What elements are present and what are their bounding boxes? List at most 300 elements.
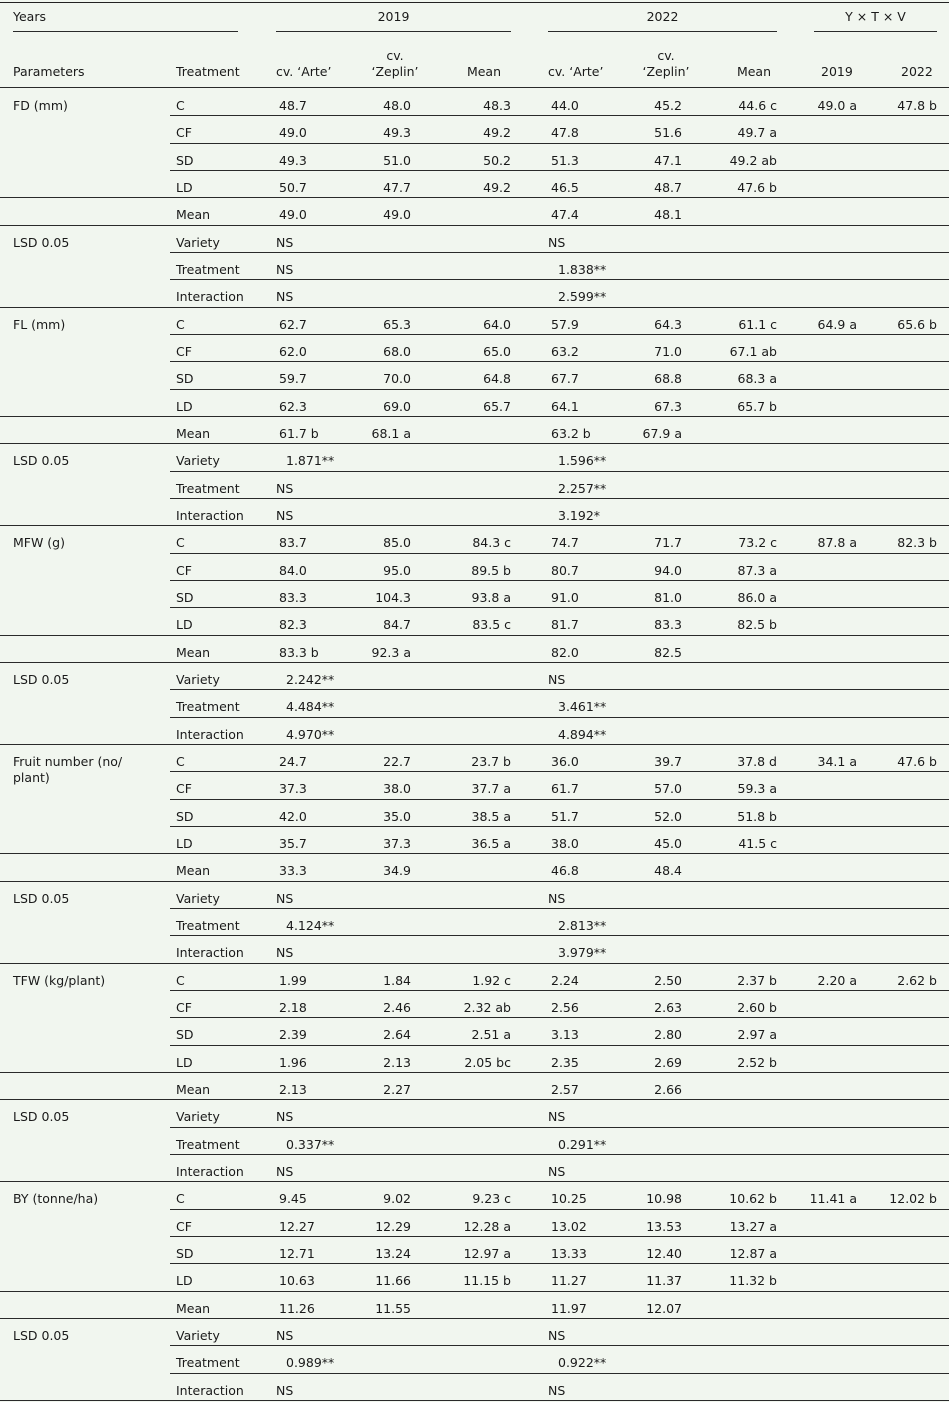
lsd-label: LSD 0.05 [13,1109,70,1125]
cell-a22: 57.9 [551,316,579,332]
row-rule [170,908,949,909]
row-rule [170,771,949,772]
cell-a22: 51.3 [551,152,579,168]
cell-m19: 93.8 a [471,589,511,605]
header-ytv-2022: 2022 [901,64,933,79]
mean-a22: 47.4 [551,207,579,223]
cell-a22: 2.56 [551,999,579,1015]
cell-a22: 64.1 [551,398,579,414]
cell-z19: 35.0 [383,808,411,824]
cell-a19: 83.3 [279,589,307,605]
cell-z19: 12.29 [375,1218,411,1234]
cell-m19: 64.8 [483,371,511,387]
lsd-interaction-label: Interaction [176,289,244,305]
group-rule [0,307,949,308]
cell-z22: 51.6 [654,125,682,141]
cell-z22: 47.1 [654,152,682,168]
cell-a22: 74.7 [551,535,579,551]
cell-m22: 2.52 b [737,1054,777,1070]
cell-ytv-2022: 65.6 b [897,316,937,332]
row-rule [170,334,949,335]
treatment-label: CF [176,1218,192,1234]
cell-a22: 2.24 [551,972,579,988]
parameter-label: MFW (g) [13,535,65,551]
cell-z19: 84.7 [383,617,411,633]
cell-z19: 49.3 [383,125,411,141]
cell-a22: 91.0 [551,589,579,605]
cell-a22: 81.7 [551,617,579,633]
cell-a19: 82.3 [279,617,307,633]
cell-m22: 2.97 a [737,1027,777,1043]
lsd-interaction-label: Interaction [176,945,244,961]
mean-z19: 49.0 [383,207,411,223]
row-rule [170,1345,949,1346]
row-rule [170,115,949,116]
cell-m19: 64.0 [483,316,511,332]
lsd-treatment-label: Treatment [176,699,240,715]
lsd-interaction-label: Interaction [176,1163,244,1179]
cell-z22: 11.37 [646,1273,682,1289]
cell-a22: 3.13 [551,1027,579,1043]
treatment-label: LD [176,398,193,414]
parameter-label: TFW (kg/plant) [13,972,106,988]
lsd-treatment-label: Treatment [176,261,240,277]
group-rule [0,1181,949,1182]
cell-m22: 37.8 d [737,753,777,769]
row-rule [170,1045,949,1046]
cell-m19: 12.97 a [463,1245,511,1261]
cell-m19: 9.23 c [472,1191,511,1207]
header-zeplin-2022-line2: ‘Zeplin’ [642,64,690,79]
cell-a22: 51.7 [551,808,579,824]
row-rule [170,389,949,390]
mean-a22: 2.57 [551,1081,579,1097]
mean-label: Mean [176,425,211,441]
cell-z19: 85.0 [383,535,411,551]
mean-a19: 33.3 [279,863,307,879]
lsd-interaction-2022: NS [548,1382,566,1398]
treatment-label: CF [176,781,192,797]
group-rule [0,225,949,226]
cell-a19: 1.96 [279,1054,307,1070]
cell-a19: 12.71 [279,1245,315,1261]
lsd-label: LSD 0.05 [13,890,70,906]
lsd-interaction-2022: NS [548,1163,566,1179]
lsd-treatment-2022: 2.257** [558,480,607,496]
treatment-label: LD [176,1054,193,1070]
cell-a19: 62.7 [279,316,307,332]
header-ytv-rule [814,31,937,32]
group-rule [0,197,949,198]
cell-m19: 84.3 c [472,535,511,551]
cell-m19: 65.0 [483,343,511,359]
mean-z19: 68.1 a [371,425,411,441]
cell-z19: 68.0 [383,343,411,359]
cell-z22: 81.0 [654,589,682,605]
cell-z22: 52.0 [654,808,682,824]
cell-a22: 80.7 [551,562,579,578]
cell-a19: 62.3 [279,398,307,414]
lsd-variety-label: Variety [176,890,220,906]
group-rule [0,963,949,964]
lsd-treatment-2022: 2.813** [558,917,607,933]
cell-a19: 42.0 [279,808,307,824]
mean-a19: 2.13 [279,1081,307,1097]
cell-z19: 70.0 [383,371,411,387]
cell-a19: 84.0 [279,562,307,578]
cell-z22: 2.63 [654,999,682,1015]
treatment-label: C [176,753,185,769]
cell-m19: 89.5 b [471,562,511,578]
lsd-treatment-2019: 4.484** [286,699,335,715]
lsd-interaction-2019: 4.970** [286,726,335,742]
mean-label: Mean [176,207,211,223]
mean-a22: 11.97 [551,1300,587,1316]
lsd-label: LSD 0.05 [13,671,70,687]
cell-m22: 51.8 b [737,808,777,824]
cell-z19: 37.3 [383,835,411,851]
cell-z22: 45.2 [654,98,682,113]
group-rule [0,416,949,417]
cell-m19: 2.32 ab [463,999,511,1015]
group-rule [0,1318,949,1319]
lsd-variety-2022: NS [548,890,566,906]
cell-z19: 2.13 [383,1054,411,1070]
cell-m22: 2.37 b [737,972,777,988]
treatment-label: CF [176,125,192,141]
row-rule [170,1263,949,1264]
mean-a19: 49.0 [279,207,307,223]
treatment-label: SD [176,152,194,168]
cell-a19: 12.27 [279,1218,315,1234]
lsd-treatment-label: Treatment [176,917,240,933]
treatment-label: CF [176,999,192,1015]
header-year-2022: 2022 [646,9,679,24]
cell-m19: 50.2 [483,152,511,168]
cell-m19: 1.92 c [472,972,511,988]
cell-z22: 2.69 [654,1054,682,1070]
cell-z22: 57.0 [654,781,682,797]
group-rule [0,525,949,526]
cell-z19: 69.0 [383,398,411,414]
row-rule [170,1017,949,1018]
lsd-treatment-2022: 3.461** [558,699,607,715]
cell-ytv-2022: 47.8 b [897,98,937,113]
group-rule [0,853,949,854]
cell-a22: 10.25 [551,1191,587,1207]
mean-a19: 11.26 [279,1300,315,1316]
row-rule [170,689,949,690]
mean-z22: 12.07 [646,1300,682,1316]
treatment-label: SD [176,808,194,824]
cell-m19: 48.3 [483,98,511,113]
header-years-rule [13,31,238,32]
group-rule [0,443,949,444]
row-rule [170,498,949,499]
cell-z19: 2.64 [383,1027,411,1043]
treatment-label: LD [176,835,193,851]
parameter-label: BY (tonne/ha) [13,1191,99,1207]
cell-m19: 49.2 [483,125,511,141]
lsd-interaction-label: Interaction [176,507,244,523]
cell-a19: 35.7 [279,835,307,851]
lsd-variety-label: Variety [176,1327,220,1343]
header-ytv-2019: 2019 [821,64,853,79]
lsd-treatment-label: Treatment [176,480,240,496]
cell-z19: 51.0 [383,152,411,168]
cell-z22: 12.40 [646,1245,682,1261]
lsd-interaction-2019: NS [276,945,294,961]
cell-a19: 1.99 [279,972,307,988]
lsd-treatment-2019: 0.989** [286,1355,335,1371]
mean-z19: 34.9 [383,863,411,879]
cell-m19: 38.5 a [471,808,511,824]
cell-m19: 23.7 b [471,753,511,769]
cell-m22: 65.7 b [737,398,777,414]
row-rule [170,826,949,827]
cell-a19: 24.7 [279,753,307,769]
lsd-interaction-2019: NS [276,1382,294,1398]
mean-a22: 46.8 [551,863,579,879]
lsd-label: LSD 0.05 [13,234,70,250]
lsd-interaction-2019: NS [276,289,294,305]
header-bottom-rule [0,87,949,88]
lsd-interaction-2022: 3.192* [558,507,601,523]
lsd-variety-2019: NS [276,1109,294,1125]
lsd-variety-label: Variety [176,671,220,687]
cell-m22: 73.2 c [738,535,777,551]
lsd-variety-2019: 2.242** [286,671,335,687]
treatment-label: C [176,972,185,988]
header-mean-2022: Mean [736,64,771,79]
cell-z19: 13.24 [375,1245,411,1261]
row-rule [170,1127,949,1128]
header-parameters: Parameters [13,64,85,79]
cell-a22: 61.7 [551,781,579,797]
cell-z19: 65.3 [383,316,411,332]
cell-z22: 67.3 [654,398,682,414]
cell-ytv-2019: 2.20 a [817,972,857,988]
cell-z19: 47.7 [383,179,411,195]
row-rule [170,1209,949,1210]
cell-a22: 38.0 [551,835,579,851]
row-rule [170,143,949,144]
cell-z22: 71.7 [654,535,682,551]
cell-ytv-2019: 64.9 a [817,316,857,332]
cell-m22: 82.5 b [737,617,777,633]
cell-a19: 2.18 [279,999,307,1015]
cell-ytv-2022: 12.02 b [889,1191,937,1207]
cell-z19: 22.7 [383,753,411,769]
cell-z22: 83.3 [654,617,682,633]
header-mean-2019: Mean [466,64,501,79]
treatment-label: C [176,316,185,332]
header-ytv: Y × T × V [845,9,906,24]
row-rule [170,1236,949,1237]
lsd-treatment-2022: 0.922** [558,1355,607,1371]
row-rule [170,607,949,608]
treatment-label: SD [176,589,194,605]
table-bottom-rule [0,1400,949,1401]
lsd-interaction-label: Interaction [176,726,244,742]
cell-a19: 59.7 [279,371,307,387]
mean-z22: 2.66 [654,1081,682,1097]
lsd-interaction-2022: 3.979** [558,945,607,961]
cell-z22: 13.53 [646,1218,682,1234]
treatment-label: SD [176,1245,194,1261]
cell-m22: 86.0 a [737,589,777,605]
cell-a22: 63.2 [551,343,579,359]
header-treatment: Treatment [176,64,240,79]
header-2022-rule [548,31,777,32]
header-zeplin-2019-line1: cv. [386,48,404,63]
cell-ytv-2022: 2.62 b [897,972,937,988]
cell-a22: 13.33 [551,1245,587,1261]
cell-z19: 9.02 [383,1191,411,1207]
cell-z22: 2.50 [654,972,682,988]
cell-m22: 87.3 a [737,562,777,578]
mean-z22: 48.1 [654,207,682,223]
cell-ytv-2022: 47.6 b [897,753,937,769]
cell-m22: 49.2 ab [729,152,777,168]
treatment-label: C [176,1191,185,1207]
lsd-interaction-2022: 4.894** [558,726,607,742]
lsd-interaction-label: Interaction [176,1382,244,1398]
lsd-variety-2022: 1.596** [558,453,607,469]
mean-z22: 82.5 [654,644,682,660]
cell-z19: 48.0 [383,98,411,113]
group-rule [0,1072,949,1073]
cell-ytv-2019: 11.41 a [809,1191,857,1207]
row-rule [170,935,949,936]
treatment-label: C [176,535,185,551]
cell-z19: 2.46 [383,999,411,1015]
row-rule [170,553,949,554]
group-rule [0,1099,949,1100]
row-rule [170,471,949,472]
cell-z22: 64.3 [654,316,682,332]
header-years: Years [13,9,46,24]
mean-a22: 63.2 b [551,425,591,441]
parameter-label: Fruit number (no/ plant) [13,753,123,785]
parameter-label: FL (mm) [13,316,66,332]
cell-m22: 10.62 b [729,1191,777,1207]
cell-ytv-2019: 49.0 a [817,98,857,113]
cell-a19: 62.0 [279,343,307,359]
lsd-treatment-2019: NS [276,480,294,496]
table-top-rule [0,2,949,3]
cell-z19: 38.0 [383,781,411,797]
treatment-label: LD [176,617,193,633]
mean-z19: 92.3 a [371,644,411,660]
row-rule [170,717,949,718]
group-rule [0,881,949,882]
treatment-label: SD [176,1027,194,1043]
lsd-treatment-2019: 0.337** [286,1136,335,1152]
cell-z22: 10.98 [646,1191,682,1207]
cell-m22: 68.3 a [737,371,777,387]
group-rule [0,1291,949,1292]
header-year-2019: 2019 [377,9,410,24]
lsd-interaction-2019: NS [276,507,294,523]
mean-z19: 2.27 [383,1081,411,1097]
cell-a22: 46.5 [551,179,579,195]
lsd-treatment-label: Treatment [176,1355,240,1371]
lsd-variety-2019: NS [276,890,294,906]
parameter-label: FD (mm) [13,98,68,113]
cell-a22: 44.0 [551,98,579,113]
lsd-treatment-2019: 4.124** [286,917,335,933]
treatment-label: SD [176,371,194,387]
cell-a22: 36.0 [551,753,579,769]
row-rule [170,252,949,253]
lsd-label: LSD 0.05 [13,1327,70,1343]
cell-m19: 11.15 b [463,1273,511,1289]
cell-m19: 36.5 a [471,835,511,851]
cell-a19: 2.39 [279,1027,307,1043]
lsd-interaction-2019: NS [276,1163,294,1179]
cell-a19: 9.45 [279,1191,307,1207]
mean-z22: 48.4 [654,863,682,879]
lsd-variety-2022: NS [548,671,566,687]
lsd-variety-label: Variety [176,234,220,250]
cell-a22: 13.02 [551,1218,587,1234]
mean-label: Mean [176,1081,211,1097]
cell-ytv-2019: 34.1 a [817,753,857,769]
cell-ytv-2019: 87.8 a [817,535,857,551]
header-2019-rule [276,31,511,32]
cell-m19: 37.7 a [471,781,511,797]
lsd-variety-label: Variety [176,453,220,469]
row-rule [170,799,949,800]
cell-m22: 49.7 a [737,125,777,141]
cell-z22: 71.0 [654,343,682,359]
cell-a22: 47.8 [551,125,579,141]
cell-a19: 10.63 [279,1273,315,1289]
cell-m22: 41.5 c [738,835,777,851]
cell-m22: 44.6 c [738,98,777,113]
cell-m22: 2.60 b [737,999,777,1015]
row-rule [170,990,949,991]
mean-label: Mean [176,863,211,879]
mean-a19: 61.7 b [279,425,319,441]
mean-a19: 83.3 b [279,644,319,660]
treatment-label: LD [176,1273,193,1289]
lsd-interaction-2022: 2.599** [558,289,607,305]
cell-z19: 11.66 [375,1273,411,1289]
cell-z22: 48.7 [654,179,682,195]
cell-a19: 49.0 [279,125,307,141]
lsd-treatment-2022: 1.838** [558,261,607,277]
cell-a19: 49.3 [279,152,307,168]
lsd-variety-label: Variety [176,1109,220,1125]
cell-z22: 68.8 [654,371,682,387]
cell-a22: 67.7 [551,371,579,387]
row-rule [170,279,949,280]
cell-m22: 12.87 a [729,1245,777,1261]
lsd-treatment-2022: 0.291** [558,1136,607,1152]
header-zeplin-2022-line1: cv. [657,48,675,63]
cell-m22: 13.27 a [729,1218,777,1234]
mean-z19: 11.55 [375,1300,411,1316]
lsd-treatment-2019: NS [276,261,294,277]
lsd-label: LSD 0.05 [13,453,70,469]
cell-z19: 1.84 [383,972,411,988]
header-arte-2022: cv. ‘Arte’ [548,64,604,79]
lsd-variety-2022: NS [548,1109,566,1125]
treatment-label: LD [176,179,193,195]
cell-m22: 47.6 b [737,179,777,195]
